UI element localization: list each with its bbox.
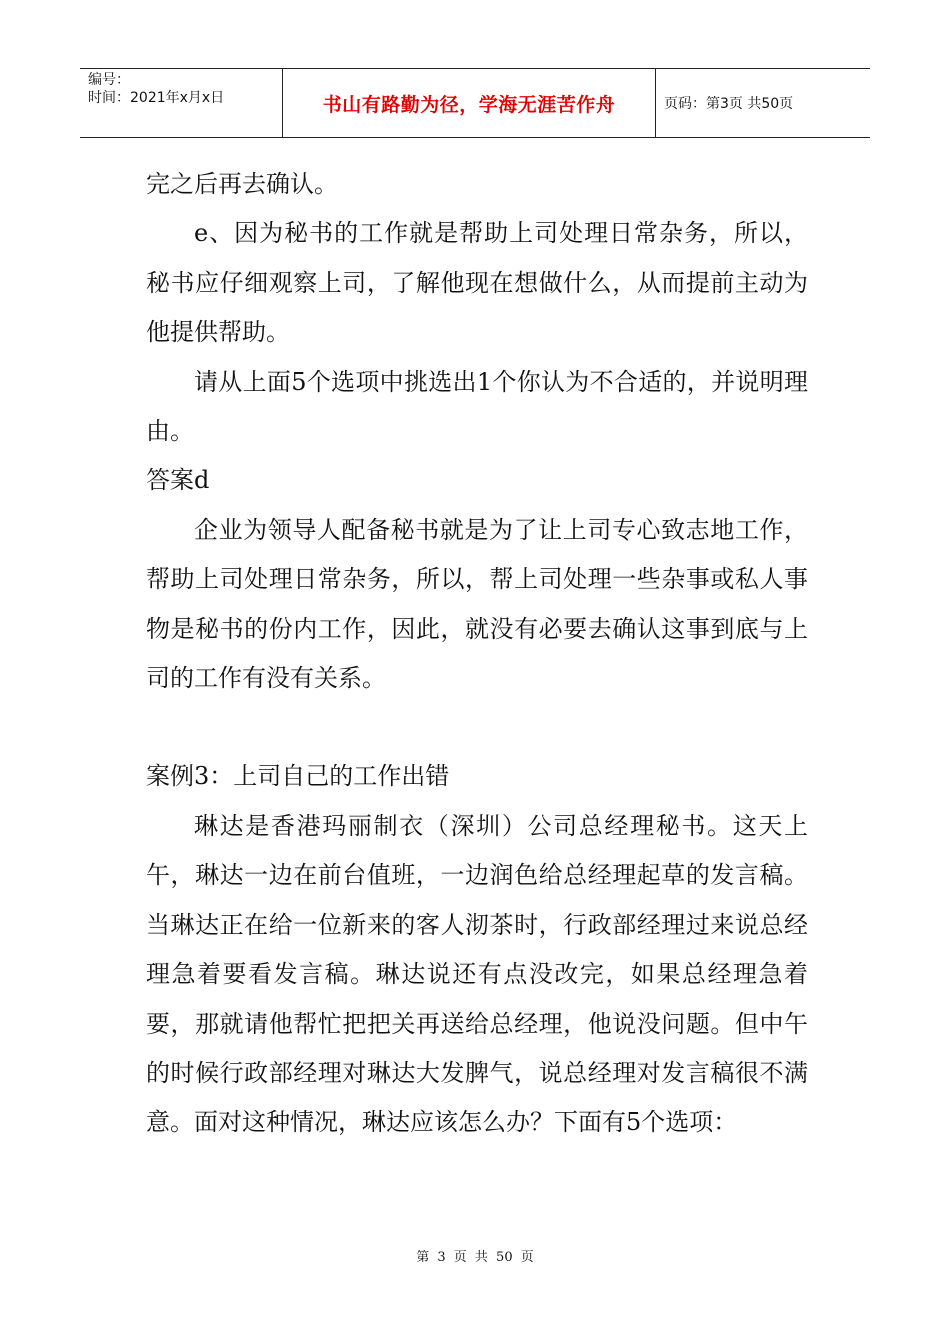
answer-line: 答案d <box>146 466 210 495</box>
paragraph: 琳达是香港玛丽制衣（深圳）公司总经理秘书。这天上午，琳达一边在前台值班，一边润色给总经理起草的发言稿。当琳达正在给一位新来的客人沏茶时，行政部经理过来说总经理急着要看发言稿。琳达说还有点没改完，如果总经理急着要，那就请他帮忙把把关再送给总经理，他说没问题。但中午的时候行政部经理对琳达大发脾气，说总经理对发言稿很不满意。面对这种情况，琳达应该怎么办？下面有5个选项： <box>146 811 808 1137</box>
blank-line <box>146 703 808 752</box>
page-footer: 第 3 页 共 50 页 <box>416 1250 534 1265</box>
paragraph: 请从上面5个选项中挑选出1个你认为不合适的，并说明理由。 <box>146 367 808 446</box>
paragraph: 完之后再去确认。 <box>146 170 338 198</box>
page-header <box>80 68 870 138</box>
header-motto: 书山有路勤为径，学海无涯苦作舟 <box>283 69 656 137</box>
header-page-info: 页码：第3页 共50页 <box>664 96 794 112</box>
paragraph: e、因为秘书的工作就是帮助上司处理日常杂务，所以，秘书应仔细观察上司，了解他现在想做什么，从而提前主动为他提供帮助。 <box>146 219 808 347</box>
header-meta <box>80 69 283 137</box>
document-number-label: 编号： <box>88 72 130 88</box>
document-date: 时间：2021年x月x日 <box>88 90 225 106</box>
paragraph: 企业为领导人配备秘书就是为了让上司专心致志地工作，帮助上司处理日常杂务，所以，帮上司处理一些杂事或私人事物是秘书的份内工作，因此，就没有必要去确认这事到底与上司的工作有没有关系。 <box>146 515 808 693</box>
document-body <box>146 160 808 1148</box>
case-heading: 案例3：上司自己的工作出错 <box>146 762 450 791</box>
